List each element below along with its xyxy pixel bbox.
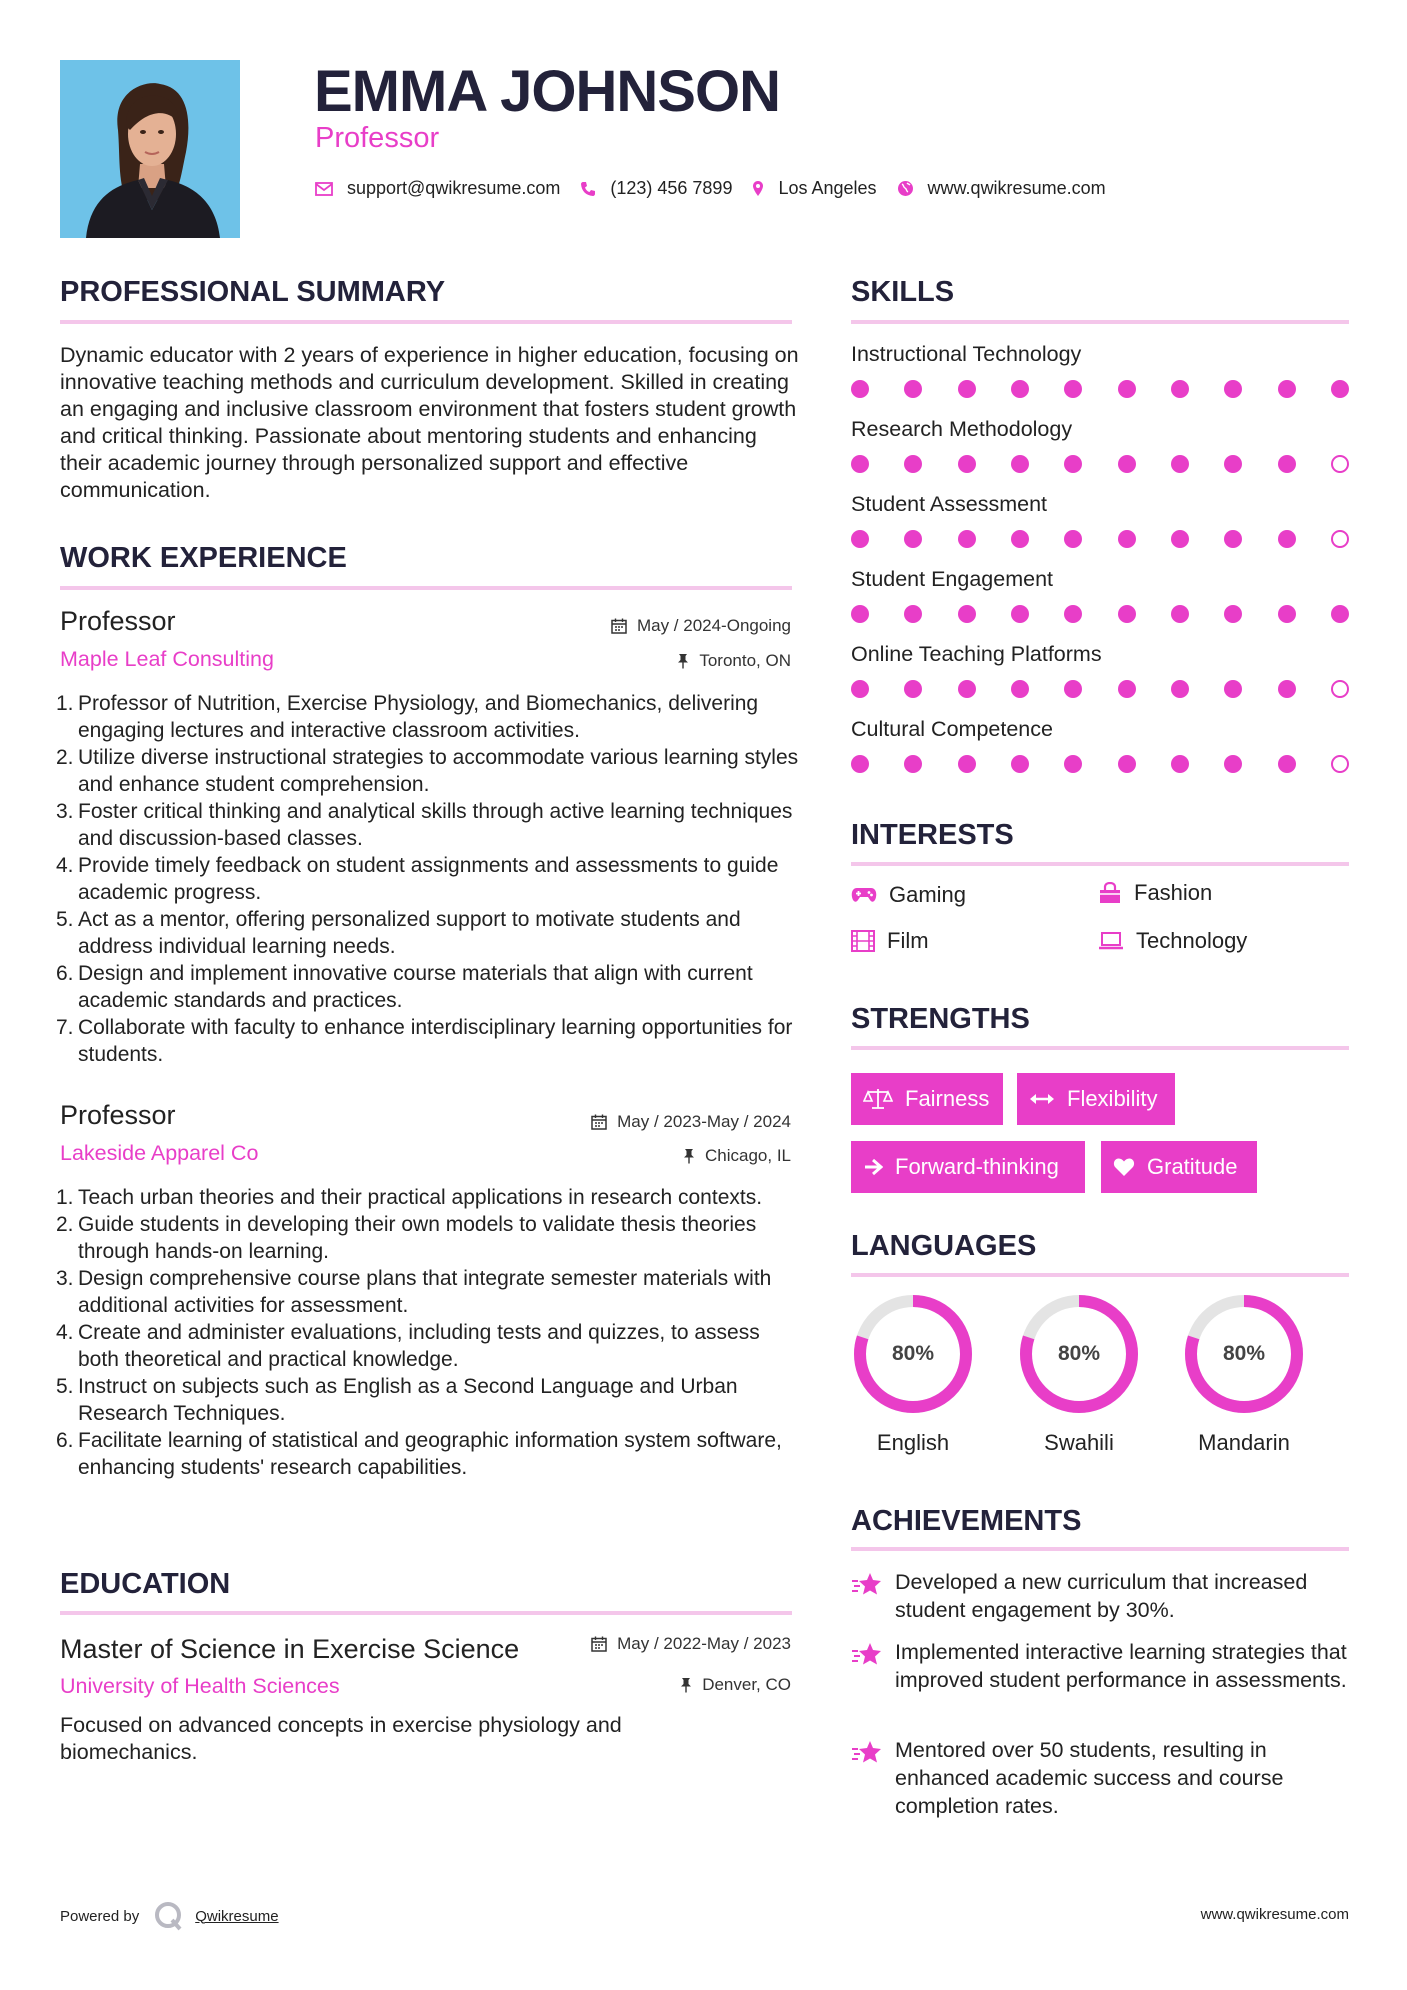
- achievement-text: Mentored over 50 students, resulting in enhanced academic success and course completion rates.: [895, 1738, 1284, 1818]
- achievement-item: [851, 1638, 1351, 1694]
- interest-fashion: [1098, 880, 1212, 906]
- rating-dot-filled: [1171, 605, 1189, 623]
- job-2-location: [683, 1146, 791, 1166]
- edu-degree: Master of Science in Exercise Science: [60, 1634, 520, 1664]
- rating-dot-filled: [1011, 680, 1029, 698]
- job-1-dates: [611, 616, 791, 636]
- rating-dot-filled: [958, 530, 976, 548]
- rating-dot-filled: [851, 380, 869, 398]
- job-2-dates-text: May / 2023-May / 2024: [617, 1112, 791, 1131]
- rating-dot-filled: [1011, 530, 1029, 548]
- skill-name: Student Assessment: [851, 492, 1047, 516]
- interest-technology: [1098, 928, 1247, 954]
- rating-dot-filled: [1064, 530, 1082, 548]
- edu-dates-text: May / 2022-May / 2023: [617, 1634, 791, 1653]
- rating-dot-filled: [1278, 530, 1296, 548]
- rating-dot-filled: [1118, 380, 1136, 398]
- interest-film: [851, 928, 929, 954]
- achievements-heading: ACHIEVEMENTS: [851, 1505, 1082, 1537]
- email-text: support@qwikresume.com: [347, 178, 561, 198]
- job-2-dates: [591, 1112, 791, 1132]
- rating-dot-filled: [1278, 380, 1296, 398]
- powered-by-text: Powered by: [60, 1907, 140, 1925]
- achievements-divider: [851, 1547, 1349, 1551]
- rating-dot-filled: [851, 680, 869, 698]
- rating-dot-filled: [1278, 680, 1296, 698]
- heart-icon: [1113, 1157, 1135, 1177]
- edu-school: University of Health Sciences: [60, 1674, 340, 1698]
- rating-dot-filled: [1118, 680, 1136, 698]
- rating-dot-filled: [1171, 680, 1189, 698]
- star-icon: [851, 1640, 883, 1668]
- summary-divider: [60, 320, 792, 324]
- rating-dot-filled: [904, 380, 922, 398]
- rating-dot-filled: [1224, 680, 1242, 698]
- education-divider: [60, 1611, 792, 1615]
- rating-dot-filled: [1278, 755, 1296, 773]
- candidate-name: EMMA JOHNSON: [314, 59, 780, 124]
- edu-location: [680, 1675, 791, 1695]
- interest-gaming: [851, 882, 966, 908]
- rating-dot-empty: [1331, 455, 1349, 473]
- arrows-horizontal-icon: [1029, 1091, 1055, 1107]
- rating-dot-filled: [1118, 605, 1136, 623]
- summary-heading: PROFESSIONAL SUMMARY: [60, 276, 446, 308]
- profile-photo: [60, 60, 240, 238]
- rating-dot-filled: [1064, 680, 1082, 698]
- rating-dot-filled: [1171, 455, 1189, 473]
- list-item: 4. Provide timely feedback on student assignments and assessments to guide academic progress.: [56, 854, 779, 904]
- interests-divider: [851, 862, 1349, 866]
- language-percent: 80%: [1057, 1342, 1101, 1365]
- skill-rating: [851, 755, 1349, 775]
- contact-email[interactable]: [315, 178, 560, 199]
- rating-dot-filled: [1331, 380, 1349, 398]
- list-item: 7. Collaborate with faculty to enhance interdisciplinary learning opportunities for students.: [56, 1016, 793, 1066]
- job-2-location-text: Chicago, IL: [705, 1146, 791, 1165]
- rating-dot-filled: [1224, 380, 1242, 398]
- phone-icon: [580, 181, 596, 197]
- list-item: 2. Guide students in developing their own models to validate thesis theories through hands-on learning.: [56, 1213, 757, 1263]
- strength-fairness: [851, 1073, 1003, 1125]
- skill-rating: [851, 455, 1349, 475]
- star-icon: [851, 1570, 883, 1598]
- interest-label: Gaming: [889, 882, 967, 907]
- rating-dot-filled: [1011, 380, 1029, 398]
- rating-dot-filled: [1064, 605, 1082, 623]
- languages-divider: [851, 1273, 1349, 1277]
- brand-link[interactable]: Qwikresume: [195, 1907, 279, 1925]
- rating-dot-filled: [1064, 380, 1082, 398]
- rating-dot-filled: [958, 680, 976, 698]
- shopping-bag-icon: [1098, 882, 1122, 904]
- list-item: 2. Utilize diverse instructional strategies to accommodate various learning styles and enhance student comprehension.: [56, 746, 799, 796]
- list-item: 5. Instruct on subjects such as English as a Second Language and Urban Research Techniques.: [56, 1375, 738, 1425]
- website-text: www.qwikresume.com: [927, 178, 1106, 198]
- strength-label: Fairness: [905, 1086, 990, 1111]
- languages-heading: LANGUAGES: [851, 1230, 1037, 1262]
- rating-dot-filled: [904, 755, 922, 773]
- list-item: 3. Design comprehensive course plans that integrate semester materials with additional activities for assessment.: [56, 1267, 772, 1317]
- rating-dot-filled: [904, 455, 922, 473]
- strength-label: Forward-thinking: [895, 1154, 1059, 1179]
- rating-dot-filled: [1171, 530, 1189, 548]
- edu-description: Focused on advanced concepts in exercise physiology and biomechanics.: [60, 1713, 622, 1764]
- rating-dot-empty: [1331, 755, 1349, 773]
- phone-text: (123) 456 7899: [610, 178, 733, 198]
- achievement-item: [851, 1568, 1351, 1624]
- skills-divider: [851, 320, 1349, 324]
- language-name: Swahili: [1044, 1430, 1114, 1455]
- candidate-title: Professor: [315, 122, 440, 154]
- list-item: 1. Professor of Nutrition, Exercise Physiology, and Biomechanics, delivering engaging lectures and interactive classroom activities.: [56, 692, 759, 742]
- edu-location-text: Denver, CO: [702, 1675, 791, 1694]
- rating-dot-filled: [1224, 455, 1242, 473]
- rating-dot-filled: [851, 755, 869, 773]
- interest-label: Fashion: [1134, 880, 1213, 905]
- laptop-icon: [1098, 931, 1124, 951]
- job-2-role: Professor: [60, 1100, 176, 1130]
- strength-label: Flexibility: [1067, 1086, 1158, 1111]
- job-2-company: Lakeside Apparel Co: [60, 1141, 259, 1165]
- experience-divider: [60, 586, 792, 590]
- job-1-location: [677, 651, 791, 671]
- edu-dates: [591, 1634, 791, 1654]
- list-item: 3. Foster critical thinking and analytical skills through active learning techniques and discussion-based classes.: [56, 800, 793, 850]
- job-1-bullets: [56, 690, 800, 1068]
- strengths-divider: [851, 1046, 1349, 1050]
- skill-name: Student Engagement: [851, 567, 1054, 591]
- rating-dot-filled: [958, 755, 976, 773]
- language-percent: 80%: [891, 1342, 935, 1365]
- rating-dot-filled: [904, 605, 922, 623]
- strength-forward-thinking: [851, 1141, 1085, 1193]
- rating-dot-filled: [1224, 530, 1242, 548]
- rating-dot-filled: [851, 455, 869, 473]
- rating-dot-filled: [904, 530, 922, 548]
- gamepad-icon: [851, 886, 877, 904]
- rating-dot-filled: [1224, 755, 1242, 773]
- list-item: 5. Act as a mentor, offering personalized support to motivate students and address individual learning needs.: [56, 908, 741, 958]
- rating-dot-filled: [1011, 755, 1029, 773]
- achievement-text: Implemented interactive learning strategies that improved student performance in assessments.: [895, 1640, 1347, 1692]
- list-item: 1. Teach urban theories and their practical applications in research contexts.: [56, 1186, 763, 1209]
- interests-heading: INTERESTS: [851, 819, 1014, 851]
- rating-dot-filled: [1278, 605, 1296, 623]
- pin-icon: [677, 653, 689, 669]
- rating-dot-filled: [1118, 530, 1136, 548]
- rating-dot-empty: [1331, 530, 1349, 548]
- experience-heading: WORK EXPERIENCE: [60, 542, 347, 574]
- job-1-location-text: Toronto, ON: [699, 651, 791, 670]
- contact-phone[interactable]: [580, 178, 732, 199]
- rating-dot-filled: [1278, 455, 1296, 473]
- rating-dot-filled: [958, 605, 976, 623]
- rating-dot-filled: [1331, 605, 1349, 623]
- rating-dot-filled: [1011, 455, 1029, 473]
- skill-name: Instructional Technology: [851, 342, 1082, 366]
- strength-label: Gratitude: [1147, 1154, 1238, 1179]
- contact-website[interactable]: [897, 178, 1106, 199]
- language-name: Mandarin: [1198, 1430, 1290, 1455]
- mail-icon: [315, 182, 333, 196]
- rating-dot-filled: [958, 455, 976, 473]
- contact-location: [752, 178, 876, 199]
- list-item: 4. Create and administer evaluations, including tests and quizzes, to assess both theoretical and practical knowledge.: [56, 1321, 760, 1371]
- footer-website[interactable]: www.qwikresume.com: [1200, 1906, 1349, 1923]
- strength-gratitude: [1101, 1141, 1257, 1193]
- skill-rating: [851, 380, 1349, 400]
- rating-dot-filled: [1171, 755, 1189, 773]
- star-icon: [851, 1738, 883, 1766]
- skills-heading: SKILLS: [851, 276, 955, 308]
- education-heading: EDUCATION: [60, 1568, 231, 1600]
- job-1-role: Professor: [60, 606, 176, 636]
- scale-icon: [863, 1087, 893, 1111]
- summary-text: Dynamic educator with 2 years of experience in higher education, focusing on innovative teaching methods and curriculum development. Skilled in creating an engaging and inclusive classroom environment that fosters student growth and critical thinking. Passionate about mentoring students and enhancing their academic journey through personalized support and effective communication.: [60, 343, 799, 502]
- pin-icon: [683, 1148, 695, 1164]
- calendar-icon: [591, 1114, 607, 1130]
- contact-bar: [315, 178, 1126, 199]
- rating-dot-filled: [1224, 605, 1242, 623]
- strengths-heading: STRENGTHS: [851, 1003, 1030, 1035]
- calendar-icon: [591, 1636, 607, 1652]
- rating-dot-filled: [1064, 455, 1082, 473]
- film-icon: [851, 930, 875, 952]
- rating-dot-filled: [851, 530, 869, 548]
- rating-dot-filled: [958, 380, 976, 398]
- skill-rating: [851, 605, 1349, 625]
- rating-dot-filled: [1118, 455, 1136, 473]
- skill-name: Cultural Competence: [851, 717, 1053, 741]
- skill-name: Online Teaching Platforms: [851, 642, 1102, 666]
- footer-powered-by: [60, 1900, 279, 1932]
- language-percent: 80%: [1222, 1342, 1266, 1365]
- rating-dot-filled: [1011, 605, 1029, 623]
- location-text: Los Angeles: [778, 178, 877, 198]
- skill-name: Research Methodology: [851, 417, 1073, 441]
- job-1-company: Maple Leaf Consulting: [60, 647, 274, 671]
- list-item: 6. Facilitate learning of statistical and geographic information system software, enhancing students' research capabilities.: [56, 1429, 782, 1479]
- portrait-image: [60, 60, 240, 238]
- list-item: 6. Design and implement innovative course materials that align with current academic standards and practices.: [56, 962, 753, 1012]
- strength-flexibility: [1017, 1073, 1175, 1125]
- achievement-item: [851, 1736, 1351, 1820]
- arrow-right-icon: [863, 1158, 883, 1176]
- rating-dot-filled: [1064, 755, 1082, 773]
- rating-dot-filled: [1171, 380, 1189, 398]
- interest-label: Film: [887, 928, 929, 953]
- calendar-icon: [611, 618, 627, 634]
- rating-dot-filled: [904, 680, 922, 698]
- map-pin-icon: [752, 180, 764, 197]
- job-2-bullets: [56, 1184, 800, 1481]
- language-name: English: [876, 1430, 950, 1455]
- interest-label: Technology: [1136, 928, 1248, 953]
- qwikresume-logo-icon: [153, 1900, 185, 1932]
- job-1-dates-text: May / 2024-Ongoing: [636, 616, 791, 635]
- skill-rating: [851, 680, 1349, 700]
- achievement-text: Developed a new curriculum that increased student engagement by 30%.: [895, 1570, 1308, 1622]
- globe-icon: [897, 180, 914, 197]
- pin-icon: [680, 1677, 692, 1693]
- rating-dot-filled: [851, 605, 869, 623]
- skill-rating: [851, 530, 1349, 550]
- rating-dot-empty: [1331, 680, 1349, 698]
- rating-dot-filled: [1118, 755, 1136, 773]
